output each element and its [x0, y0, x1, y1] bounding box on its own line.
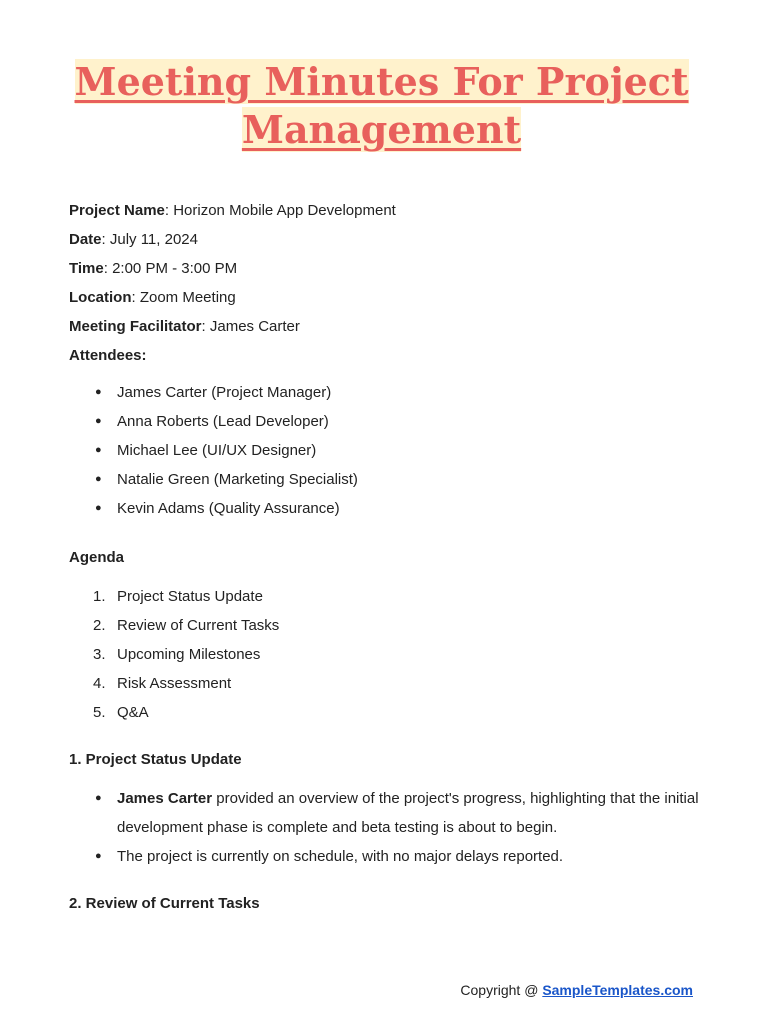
list-number: 4.	[93, 675, 106, 692]
section-heading-tasks: 2. Review of Current Tasks	[69, 895, 260, 912]
field-label: Location	[69, 289, 132, 306]
page-title-text: Meeting Minutes For Project Management	[74, 59, 689, 152]
document-content	[69, 196, 699, 928]
list-item	[69, 611, 699, 640]
list-number: 5.	[93, 704, 106, 721]
list-text: Project Status Update	[117, 588, 263, 605]
list-item: ● Kevin Adams (Quality Assurance)	[69, 494, 699, 523]
field-label: Project Name	[69, 202, 165, 219]
field-value: : James Carter	[201, 318, 300, 335]
list-text: Risk Assessment	[117, 675, 232, 692]
field-value: : Zoom Meeting	[131, 289, 236, 306]
list-item	[69, 640, 699, 669]
status-update-list	[69, 784, 699, 871]
list-item: ● Michael Lee (UI/UX Designer)	[69, 436, 699, 465]
copyright-footer	[460, 982, 693, 998]
list-text: Review of Current Tasks	[117, 617, 280, 634]
list-item: ● Anna Roberts (Lead Developer)	[69, 407, 699, 436]
field-label: Date	[69, 231, 102, 248]
agenda-list	[69, 582, 699, 727]
section-heading-status: 1. Project Status Update	[69, 751, 242, 768]
speaker-name: James Carter	[117, 790, 213, 807]
field-label: Time	[69, 260, 104, 277]
copyright-text: Copyright @	[460, 982, 543, 998]
field-value: : July 11, 2024	[101, 231, 198, 248]
field-value: : 2:00 PM - 3:00 PM	[103, 260, 238, 277]
list-text: provided an overview of the project's progress, highlighting that the initial development phase is complete and beta testing is about to begin.	[117, 790, 699, 836]
list-number: 3.	[93, 646, 106, 663]
agenda-heading: Agenda	[69, 549, 125, 566]
list-number: 1.	[93, 588, 106, 605]
sampletemplates-link[interactable]: SampleTemplates.com	[542, 982, 693, 998]
list-item: ● James Carter (Project Manager)	[69, 378, 699, 407]
attendees-list	[69, 378, 699, 523]
field-time	[69, 254, 699, 283]
field-facilitator	[69, 312, 699, 341]
list-number: 2.	[93, 617, 106, 634]
field-label: Attendees:	[69, 347, 147, 364]
list-item	[69, 582, 699, 611]
list-text: Upcoming Milestones	[117, 646, 261, 663]
list-item	[69, 698, 699, 727]
field-attendees	[69, 341, 699, 370]
field-value: : Horizon Mobile App Development	[164, 202, 396, 219]
list-item	[69, 842, 699, 871]
list-item	[69, 669, 699, 698]
list-text: The project is currently on schedule, with no major delays reported.	[117, 848, 564, 865]
list-item: ● Natalie Green (Marketing Specialist)	[69, 465, 699, 494]
page-title	[0, 58, 763, 154]
field-label: Meeting Facilitator	[69, 318, 202, 335]
list-text: Q&A	[117, 704, 149, 721]
field-date	[69, 225, 699, 254]
field-project-name	[69, 196, 699, 225]
field-location	[69, 283, 699, 312]
list-item	[69, 784, 699, 842]
